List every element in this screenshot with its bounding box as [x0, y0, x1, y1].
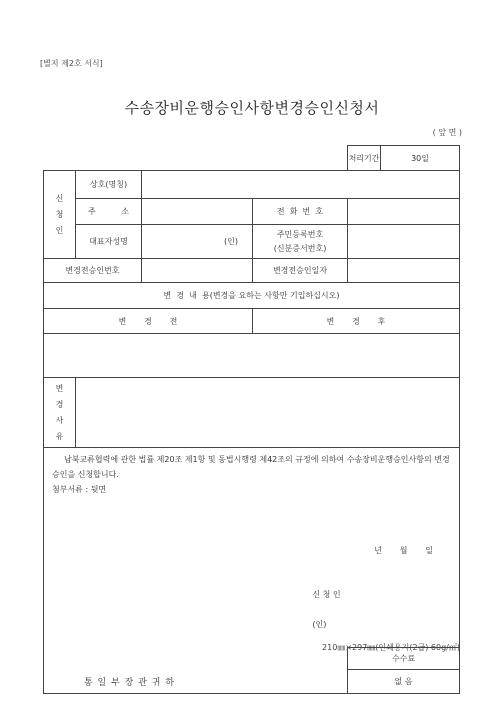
- processing-period-value: 30일: [381, 146, 460, 171]
- form-number-label: [별지 제2호 서식]: [40, 59, 103, 68]
- date-line: 년 월 일: [374, 546, 434, 555]
- change-content-field[interactable]: [44, 334, 460, 378]
- id-number-text: (신분증서번호): [273, 243, 327, 253]
- address-field[interactable]: [142, 199, 253, 225]
- change-reason-field[interactable]: [76, 378, 460, 448]
- trade-name-field[interactable]: [142, 171, 460, 199]
- processing-period-label: 처리기간: [348, 146, 381, 171]
- phone-label: 전 화 번 호: [253, 199, 348, 225]
- change-content-header: 변 경 내 용(변경을 요하는 사항만 기입하십시오): [44, 283, 460, 309]
- fee-label: 수수료: [348, 648, 460, 670]
- phone-field[interactable]: [348, 199, 460, 225]
- applicant-sign-label: 신 청 인: [312, 590, 341, 599]
- change-reason-label: 변 경 사 유: [44, 378, 76, 448]
- fee-value: 없 음: [348, 670, 460, 694]
- page-title: 수송장비운행승인사항변경승인신청서: [124, 99, 380, 117]
- applicant-sign-seal[interactable]: (인): [312, 620, 327, 629]
- resident-number-label: [253, 225, 348, 259]
- prior-approval-date-field[interactable]: [348, 259, 460, 283]
- before-change-header: 변 경 전: [44, 309, 253, 334]
- statement-block: [44, 448, 460, 648]
- prior-approval-number-label: 변경전승인번호: [44, 259, 142, 283]
- side-indicator: ( 앞 면 ): [432, 128, 462, 137]
- after-change-header: 변 경 후: [253, 309, 460, 334]
- prior-approval-date-label: 변경전승인일자: [253, 259, 348, 283]
- resident-number-text: 주민등록번호: [276, 229, 324, 239]
- representative-seal[interactable]: (인): [142, 225, 253, 259]
- application-form: [43, 145, 460, 694]
- paper-spec-footer: 210㎜×297㎜(인쇄용지(2급) 60g/㎡): [322, 643, 460, 652]
- prior-approval-number-field[interactable]: [142, 259, 253, 283]
- attachment-note: 첨부서류 : 뒷면: [52, 485, 107, 494]
- statement-text: 남북교류협력에 관한 법률 제20조 제1항 및 동법시행령 제42조의 규정에 의하여 수송장비운행승인사항의 변경 승인을 신청합니다.: [52, 455, 450, 479]
- address-label: 주 소: [76, 199, 142, 225]
- addressee: 통 일 부 장 관 귀 하: [44, 670, 348, 694]
- representative-label: 대표자성명: [76, 225, 142, 259]
- trade-name-label: 상호(명칭): [76, 171, 142, 199]
- applicant-section-label: 신 청 인: [44, 171, 76, 259]
- applicant-sign-line: [52, 572, 451, 647]
- resident-number-field[interactable]: [348, 225, 460, 259]
